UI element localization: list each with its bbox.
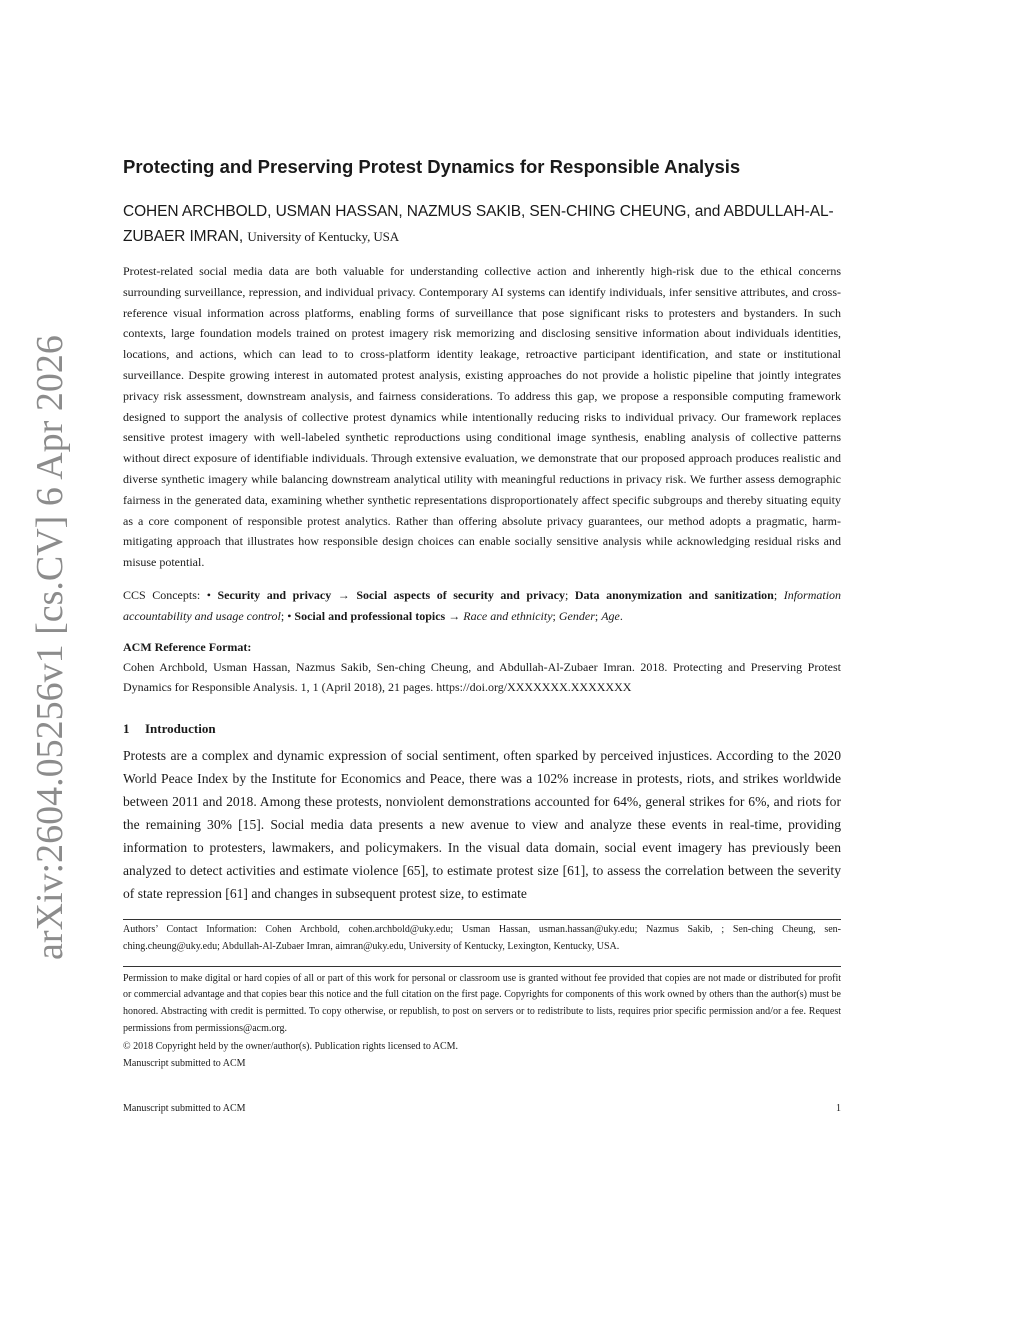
ccs-concept-gender: Gender [558,608,595,623]
arrow-icon: → [448,608,461,623]
intro-paragraph: Protests are a complex and dynamic expression of social sentiment, often sparked by perceived injustices. According to the 2020 World Peace Index by the Institute for Economics and Peace, there was a 102% increase in protests, riots, and strikes worldwide between 2011 and 2018. Among these protests, nonviolent demonstrations accounted for 64%, general strikes for 6%, and riots for the remaining 30% [15]. Social media data presents a new avenue to view and analyze these events in real-time, providing information to protesters, lawmakers, and policymakers. In the visual data domain, social event imagery has previously been analyzed to detect activities and estimate violence [65], to estimate protest size [61], to assess the correlation between the severity of state repression [61] and changes in subsequent protest size, to estimate [123,748,841,901]
copyright-line: © 2018 Copyright held by the owner/author(s). Publication rights licensed to ACM. [123,1040,459,1052]
abstract: Protest-related social media data are both valuable for understanding collective action and inherently high-risk due to the ethical concerns surrounding surveillance, repression, and individual privacy. Contemporary AI systems can identify individuals, infer sensitive attributes, and cross-reference visual information across platforms, enabling forms of surveillance that pose significant risks to protesters and bystanders. In such contexts, large foundation models trained on protest imagery risk memorizing and disclosing sensitive information about individuals identities, locations, and actions, which can lead to to cross-platform identity leakage, retroactive participant identification, and state or institutional surveillance. Despite growing interest in automated protest analysis, existing approaches do not provide a holistic pipeline that jointly integrates privacy risk assessment, downstream analysis, and fairness considerations. To address this gap, we propose a responsible computing framework designed to support the analysis of collective protest dynamics while intentionally reducing risks to individual privacy. Our framework replaces sensitive protest imagery with well-labeled synthetic reproductions using conditional image synthesis, enabling analysis of collective patterns without direct exposure of identifiable individuals. Through extensive evaluation, we demonstrate that our proposed approach produces realistic and diverse synthetic imagery while balancing downstream analytical utility with meaningful reductions in privacy risk. We further assess demographic fairness in the generated data, examining whether synthetic representations disproportionately affect specific subgroups and thereby situating equity as a core component of responsible protest analytics. Rather than offering absolute privacy guarantees, our method adopts a pragmatic, harm-mitigating approach that illustrates how responsible design choices can enable socially sensitive analysis while acknowledging residual risks and misuse potential. [123,264,841,570]
ccs-concept-information-accountability: Information accountability and usage control [123,587,842,623]
ccs-label: CCS Concepts: • [123,587,211,602]
author-contact-footnote: Authors’ Contact Information: Cohen Archbold, cohen.archbold@uky.edu; Usman Hassan, usman.hassan@uky.edu; Nazmus Sakib, ; Sen-ching Cheung, sen-ching.cheung@uky.edu; Abdullah-Al-Zubaer Imran, aimran@uky.edu, University of Kentucky, Lexington, Kentucky, USA. [123,924,841,952]
ccs-concept-age: Age [601,608,620,623]
section-title: Introduction [145,721,216,737]
paper-title: Protecting and Preserving Protest Dynamics for Responsible Analysis [123,156,741,177]
ccs-concepts: CCS Concepts: • Security and privacy → Social aspects of security and privacy; Data anonymization and sanitization; Information accountability and usage control; • Social and professional topics → Race and ethnicity; Gender; Age. [123,587,842,623]
acm-reference-text: Cohen Archbold, Usman Hassan, Nazmus Sakib, Sen-ching Cheung, and Abdullah-Al-Zubaer Imran. 2018. Protecting and Preserving Protest Dynamics for Responsible Analysis. 1, 1 (April 2018), 21 pages. https://doi.org/XXXXXXX.XXXXXXX [123,659,841,695]
ccs-concept-security: Security and privacy [217,587,332,602]
author-names: COHEN ARCHBOLD, USMAN HASSAN, NAZMUS SAKIB, SEN-CHING CHEUNG, and ABDULLAH-AL-ZUBAER IMRAN, [123,203,834,245]
ccs-concept-social-aspects: Social aspects of security and privacy [356,587,565,602]
section-heading [123,720,841,738]
affiliation: University of Kentucky, USA [247,229,400,244]
permission-notice: Permission to make digital or hard copies of all or part of this work for personal or classroom use is granted without fee provided that copies are not made or distributed for profit or commercial advantage and that copies bear this notice and the full citation on the first page. Copyrights for components of this work owned by others than the author(s) must be honored. Abstracting with credit is permitted. To copy otherwise, or republish, to post on servers or to redistribute to lists, requires prior specific permission and/or a fee. Request permissions from permissions@acm.org. [123,972,841,1035]
ccs-concept-data-anonymization: Data anonymization and sanitization [574,587,774,602]
paper-page [123,155,841,1072]
page-footer [123,1101,841,1117]
submission-note: Manuscript submitted to ACM [123,1057,246,1069]
arrow-icon: → [337,587,350,602]
ccs-concept-social-professional: Social and professional topics [294,608,446,623]
arxiv-stamp: arXiv:2604.05256v1 [cs.CV] 6 Apr 2026 [29,335,71,960]
page-number: 1 [836,1103,841,1114]
footer-venue: Manuscript submitted to ACM [123,1103,246,1114]
ccs-concept-race: Race and ethnicity [463,608,553,623]
section-number: 1 [123,721,130,737]
acm-reference-heading: ACM Reference Format: [123,639,252,654]
permission-divider [123,966,841,967]
footnote-divider [123,919,841,920]
author-list [123,199,841,249]
